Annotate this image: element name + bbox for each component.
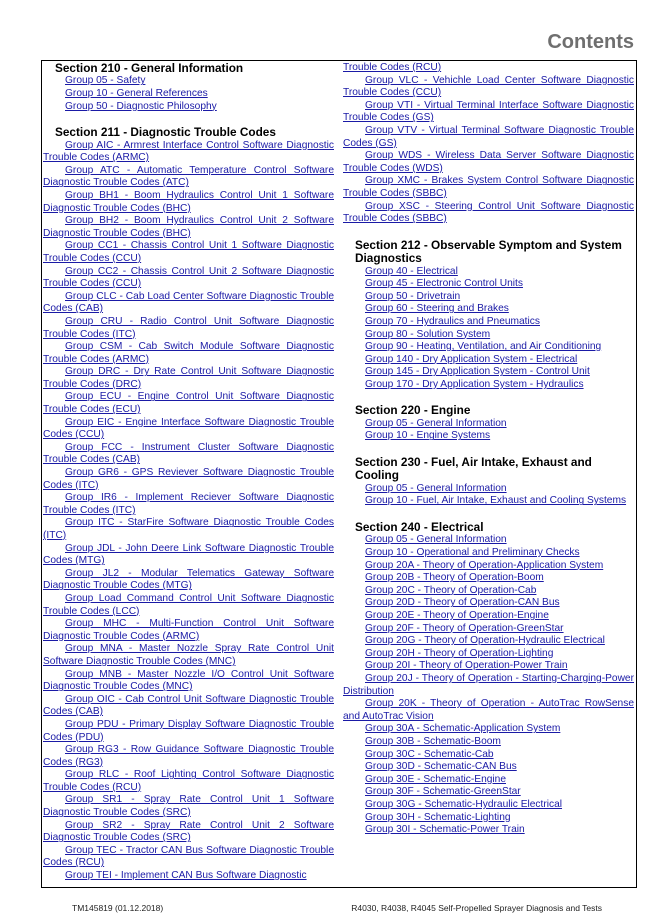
section-220-items [343, 418, 634, 443]
toc-link[interactable]: Group 30F - Schematic-GreenStar [365, 786, 521, 798]
toc-link[interactable]: Group CC2 - Chassis Control Unit 2 Software Diagnostic Trouble Codes (CCU) [43, 265, 334, 290]
toc-link[interactable]: Group BH1 - Boom Hydraulics Control Unit 1 Software Diagnostic Trouble Codes (BHC) [43, 189, 334, 214]
toc-link[interactable]: Group JL2 - Modular Telematics Gateway Software Diagnostic Trouble Codes (MTG) [43, 567, 334, 592]
toc-link[interactable]: Group 20I - Theory of Operation-Power Train [365, 660, 568, 672]
toc-link[interactable]: Group 20A - Theory of Operation-Application System [365, 559, 604, 571]
toc-link[interactable]: Group ATC - Automatic Temperature Control Software Diagnostic Trouble Codes (ATC) [43, 164, 334, 189]
toc-link[interactable]: Group CSM - Cab Switch Module Software Diagnostic Trouble Codes (ARMC) [43, 341, 334, 365]
toc-link[interactable]: Group OIC - Cab Control Unit Software Diagnostic Trouble Codes (CAB) [43, 693, 334, 718]
toc-link[interactable]: Group 30D - Schematic-CAN Bus [365, 761, 517, 773]
toc-link[interactable]: Group 10 - Fuel, Air Intake, Exhaust and Cooling Systems [365, 495, 627, 507]
footer-doc-id: TM145819 (01.12.2018) [72, 903, 164, 913]
toc-link[interactable]: Group 70 - Hydraulics and Pneumatics [365, 315, 540, 327]
toc-link[interactable]: Group 50 - Diagnostic Philosophy [65, 100, 217, 112]
toc-link[interactable]: Group 40 - Electrical [365, 265, 458, 277]
toc-link[interactable]: Group 10 - General References [65, 88, 208, 99]
page-title: Contents [547, 31, 634, 53]
section-heading: Section 230 - Fuel, Air Intake, Exhaust and Cooling [355, 455, 592, 483]
toc-link[interactable]: Group 20D - Theory of Operation-CAN Bus [365, 597, 560, 609]
toc-link[interactable]: Group 20G - Theory of Operation-Hydraulic Electrical [365, 635, 605, 647]
footer-title: R4030, R4038, R4045 Self-Propelled Sprayer Diagnosis and Tests [351, 903, 602, 913]
toc-link[interactable]: Group 10 - Operational and Preliminary Checks [365, 547, 580, 559]
toc-link[interactable]: Group 20B - Theory of Operation-Boom [365, 572, 544, 584]
toc-link[interactable]: Group RG3 - Row Guidance Software Diagnostic Trouble Codes (RG3) [43, 744, 334, 768]
toc-link[interactable]: Group TEI - Implement CAN Bus Software Diagnostic [65, 870, 307, 882]
section-heading: Section 220 - Engine [355, 403, 471, 418]
toc-link[interactable]: Group 20H - Theory of Operation-Lighting [365, 647, 554, 659]
toc-link[interactable]: Group 20F - Theory of Operation-GreenStar [365, 622, 564, 634]
toc-link[interactable]: Group RLC - Roof Lighting Control Software Diagnostic Trouble Codes (RCU) [43, 769, 334, 793]
toc-link[interactable]: Group GR6 - GPS Reviever Software Diagnostic Trouble Codes (ITC) [43, 467, 334, 491]
toc-link[interactable]: Group BH2 - Boom Hydraulics Control Unit 2 Software Diagnostic Trouble Codes (BHC) [43, 215, 334, 239]
toc-link[interactable]: Group 30G - Schematic-Hydraulic Electrical [365, 798, 563, 810]
toc-link[interactable]: Group MNA - Master Nozzle Spray Rate Control Unit Software Diagnostic Trouble Codes (MNC) [43, 643, 334, 667]
toc-link[interactable]: Group VTI - Virtual Terminal Interface Software Diagnostic Trouble Codes (GS) [343, 99, 634, 124]
section-heading: Section 210 - General Information [55, 61, 244, 75]
section-heading: Section 240 - Electrical [355, 520, 484, 535]
toc-link[interactable]: Group 05 - General Information [365, 534, 507, 546]
toc-link[interactable]: Group ECU - Engine Control Unit Software Diagnostic Trouble Codes (ECU) [43, 391, 334, 416]
toc-link[interactable]: Group 145 - Dry Application System - Control Unit [365, 366, 590, 378]
toc-link[interactable]: Group 05 - Safety [65, 75, 146, 87]
toc-link[interactable]: Group 05 - General Information [365, 482, 507, 494]
toc-link[interactable]: Group XSC - Steering Control Unit Software Diagnostic Trouble Codes (SBBC) [343, 200, 634, 225]
section-211-items [43, 140, 334, 883]
toc-link[interactable]: Group JDL - John Deere Link Software Diagnostic Trouble Codes (MTG) [43, 542, 334, 567]
toc-link-continuation[interactable]: Trouble Codes (RCU) [343, 62, 442, 73]
toc-link[interactable]: Group DRC - Dry Rate Control Unit Software Diagnostic Trouble Codes (DRC) [43, 366, 334, 390]
toc-link[interactable]: Group VTV - Virtual Terminal Software Diagnostic Trouble Codes (GS) [343, 124, 634, 149]
toc-link[interactable]: Group TEC - Tractor CAN Bus Software Diagnostic Trouble Codes (RCU) [43, 844, 334, 869]
toc-link[interactable]: Group EIC - Engine Interface Software Diagnostic Trouble Codes (CCU) [43, 416, 334, 441]
toc-link[interactable]: Group 50 - Drivetrain [365, 290, 461, 302]
toc-link[interactable]: Group CC1 - Chassis Control Unit 1 Software Diagnostic Trouble Codes (CCU) [43, 240, 334, 264]
toc-link[interactable]: Group CLC - Cab Load Center Software Diagnostic Trouble Codes (CAB) [43, 290, 334, 315]
toc-link[interactable]: Group 30I - Schematic-Power Train [365, 824, 525, 836]
toc-link[interactable]: Group 80 - Solution System [365, 328, 491, 340]
toc-link[interactable]: Group CRU - Radio Control Unit Software Diagnostic Trouble Codes (ITC) [43, 315, 334, 340]
toc-link[interactable]: Group 05 - General Information [365, 417, 507, 429]
toc-link[interactable]: Group WDS - Wireless Data Server Software Diagnostic Trouble Codes (WDS) [343, 150, 634, 174]
toc-link[interactable]: Group 60 - Steering and Brakes [365, 303, 509, 315]
section-212-items [343, 266, 634, 392]
toc-link[interactable]: Group 20C - Theory of Operation-Cab [365, 584, 537, 596]
toc-link[interactable]: Group Load Command Control Unit Software Diagnostic Trouble Codes (LCC) [43, 592, 334, 617]
toc-link[interactable]: Group 30A - Schematic-Application System [365, 723, 561, 735]
toc-link[interactable]: Group SR2 - Spray Rate Control Unit 2 Software Diagnostic Trouble Codes (SRC) [43, 819, 334, 844]
toc-link[interactable]: Group 20E - Theory of Operation-Engine [365, 610, 549, 622]
toc-link[interactable]: Group 140 - Dry Application System - Electrical [365, 353, 578, 365]
toc-link[interactable]: Group VLC - Vehichle Load Center Software Diagnostic Trouble Codes (CCU) [343, 74, 634, 99]
section-211-items-continued [343, 75, 634, 226]
toc-link[interactable]: Group ITC - StarFire Software Diagnostic Trouble Codes (ITC) [43, 517, 334, 541]
toc-link[interactable]: Group XMC - Brakes System Control Software Diagnostic Trouble Codes (SBBC) [343, 175, 634, 199]
toc-link[interactable]: Group 30B - Schematic-Boom [365, 735, 501, 747]
toc-link[interactable]: Group 170 - Dry Application System - Hydraulics [365, 378, 584, 390]
toc-link[interactable]: Group 45 - Electronic Control Units [365, 278, 523, 290]
toc-link[interactable]: Group 90 - Heating, Ventilation, and Air Conditioning [365, 341, 602, 353]
section-240-items [343, 534, 634, 836]
contents-right-column [343, 62, 634, 837]
toc-link[interactable]: Group FCC - Instrument Cluster Software Diagnostic Trouble Codes (CAB) [43, 441, 334, 466]
toc-link[interactable]: Group 20K - Theory of Operation - AutoTrac RowSense and AutoTrac Vision [343, 698, 634, 722]
toc-link[interactable]: Group MHC - Multi-Function Control Unit Software Diagnostic Trouble Codes (ARMC) [43, 618, 334, 642]
toc-link[interactable]: Group MNB - Master Nozzle I/O Control Unit Software Diagnostic Trouble Codes (MNC) [43, 668, 334, 693]
toc-link[interactable]: Group 30C - Schematic-Cab [365, 748, 494, 760]
section-230-items [343, 483, 634, 508]
toc-link[interactable]: Group 10 - Engine Systems [365, 430, 491, 442]
toc-link[interactable]: Group 30H - Schematic-Lighting [365, 811, 511, 823]
toc-link[interactable]: Group SR1 - Spray Rate Control Unit 1 Software Diagnostic Trouble Codes (SRC) [43, 794, 334, 819]
section-210-items [43, 75, 334, 113]
toc-link[interactable]: Group 30E - Schematic-Engine [365, 773, 506, 785]
section-heading: Section 212 - Observable Symptom and System Diagnostics [355, 237, 622, 266]
section-heading: Section 211 - Diagnostic Trouble Codes [55, 125, 276, 140]
toc-link[interactable]: Group 20J - Theory of Operation - Starting-Charging-Power Distribution [343, 673, 634, 697]
toc-link[interactable]: Group PDU - Primary Display Software Diagnostic Trouble Codes (PDU) [43, 718, 334, 743]
toc-link[interactable]: Group AIC - Armrest Interface Control Software Diagnostic Trouble Codes (ARMC) [43, 139, 334, 164]
contents-left-column [43, 62, 334, 883]
toc-link[interactable]: Group IR6 - Implement Reciever Software Diagnostic Trouble Codes (ITC) [43, 492, 334, 516]
